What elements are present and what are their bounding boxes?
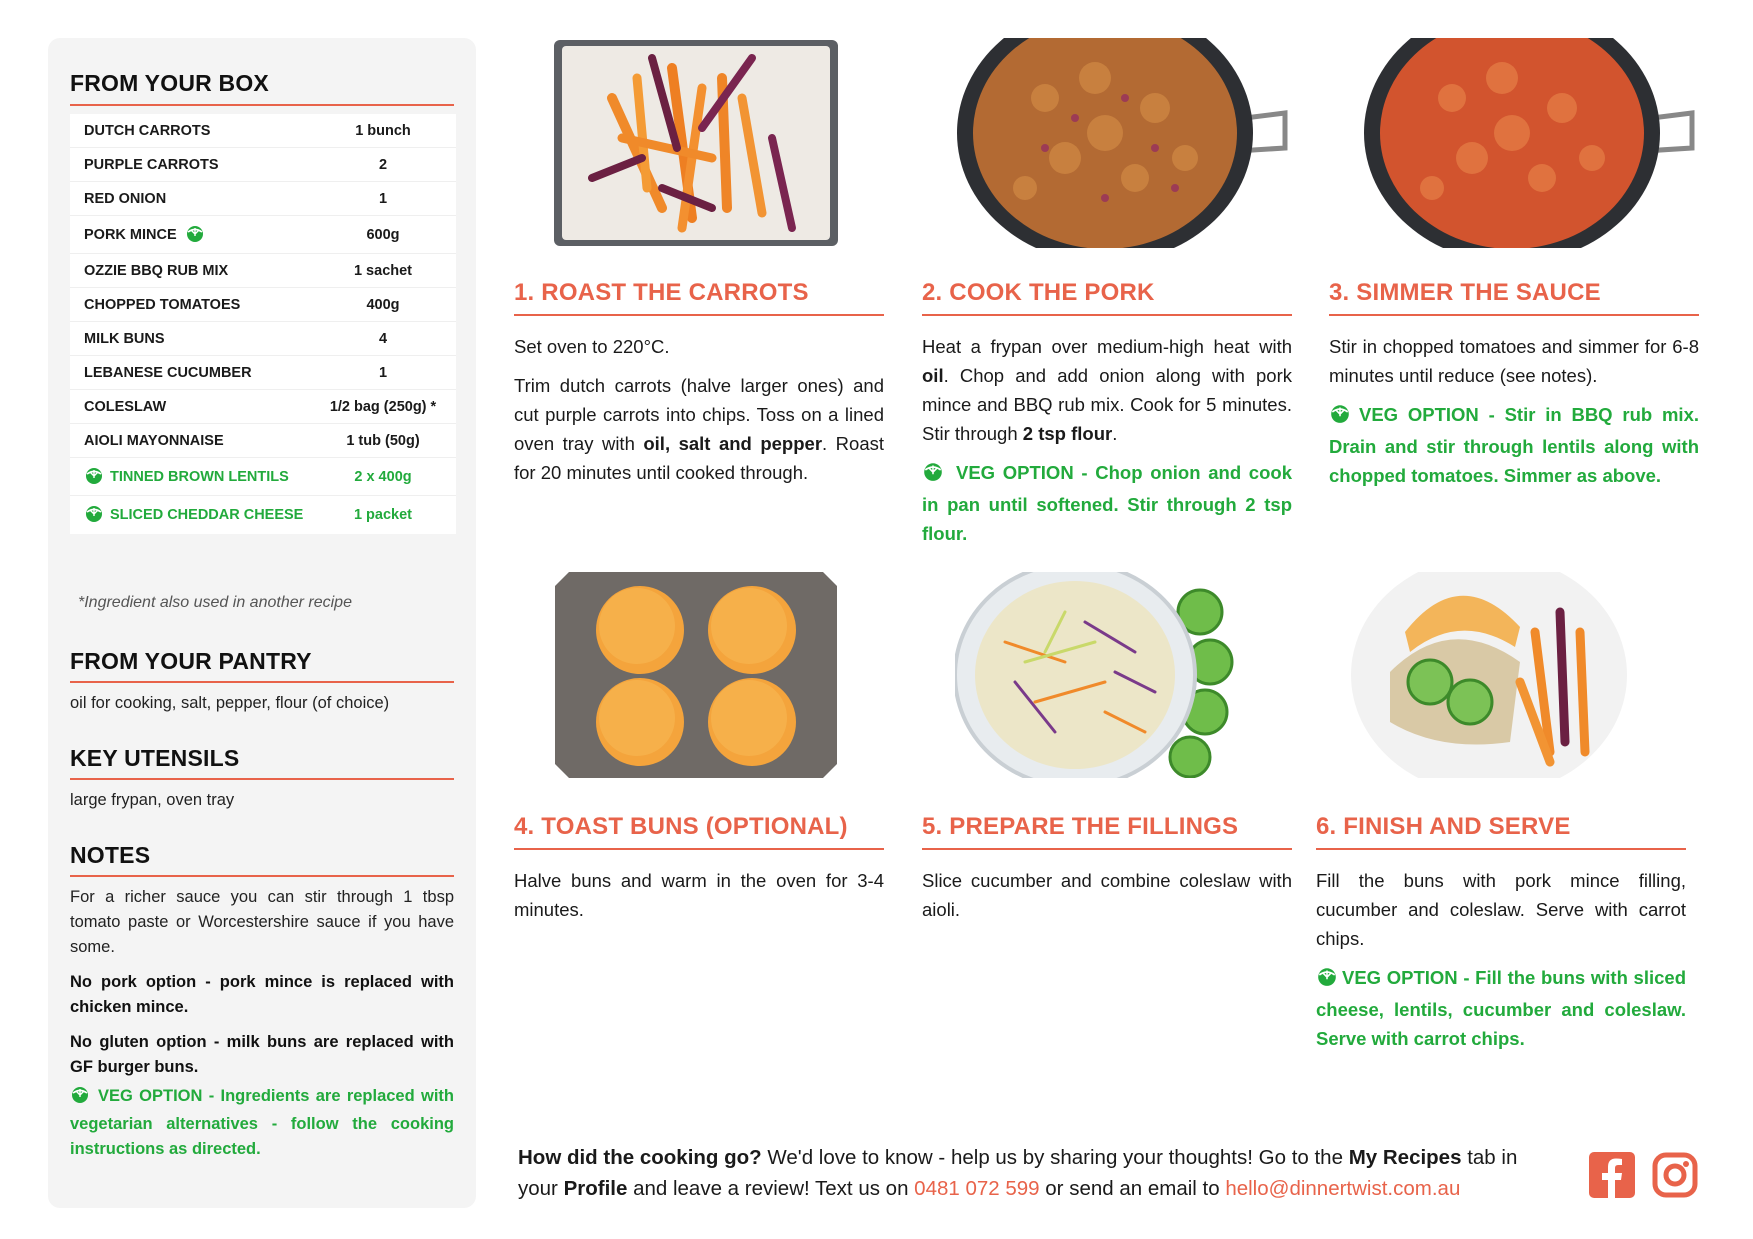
step-1-rule xyxy=(514,314,884,316)
notes-veg-text: VEG OPTION - Ingredients are replaced with vegetarian alternatives - follow the cooking instructions as directed. xyxy=(70,1087,454,1158)
step-2-veg-option xyxy=(922,458,1292,548)
utensils-title: KEY UTENSILS xyxy=(70,745,240,771)
utensils-rule xyxy=(70,778,454,780)
veg-leaf-icon xyxy=(70,1084,90,1112)
step-6-veg-option xyxy=(1316,963,1686,1053)
step-3-rule xyxy=(1329,314,1699,316)
table-row xyxy=(70,288,456,322)
table-row xyxy=(70,322,456,356)
from-box-rule xyxy=(70,104,454,106)
table-row xyxy=(70,254,456,288)
email-link[interactable]: hello@dinnertwist.com.au xyxy=(1225,1177,1461,1200)
table-row xyxy=(70,424,456,458)
table-row xyxy=(70,496,456,534)
step-2-text-1c: . Chop and add onion along with pork mince and BBQ rub mix. Cook for 5 minutes. Stir through xyxy=(922,365,1292,444)
notes-paragraph: For a richer sauce you can stir through 1 tbsp tomato paste or Worcestershire sauce if you have some. xyxy=(70,888,454,956)
facebook-icon[interactable] xyxy=(1589,1152,1635,1198)
veg-leaf-icon xyxy=(84,503,104,527)
table-row xyxy=(70,458,456,496)
step-2-text-1 xyxy=(922,332,1292,448)
ingredient-qty: 1 tub (50g) xyxy=(346,432,420,449)
simmer-sauce-photo xyxy=(1362,38,1697,248)
toast-buns-photo xyxy=(555,572,837,778)
ingredient-name: PORK MINCE xyxy=(84,226,177,243)
step-1-text-2c: . Roast for 20 minutes until cooked through. xyxy=(514,433,884,483)
ingredient-qty: 2 x 400g xyxy=(354,468,412,485)
prepare-fillings-photo xyxy=(955,572,1235,778)
veg-leaf-icon xyxy=(1329,402,1351,432)
ingredient-qty: 1/2 bag (250g) * xyxy=(329,398,437,415)
pantry-title: FROM YOUR PANTRY xyxy=(70,648,312,674)
feedback-text-2: tab in your xyxy=(518,1146,1518,1200)
ingredient-name-cell xyxy=(70,503,310,527)
ingredient-qty: 1 bunch xyxy=(355,122,411,139)
notes-no-pork: No pork option - pork mince is replaced with chicken mince. xyxy=(70,973,454,1016)
finish-serve-photo xyxy=(1350,572,1628,778)
phone-link[interactable]: 0481 072 599 xyxy=(914,1177,1040,1200)
veg-leaf-icon xyxy=(84,465,104,489)
step-3-text-1: Stir in chopped tomatoes and simmer for 6-8 minutes until reduce (see notes). xyxy=(1329,336,1699,386)
step-5-text-1: Slice cucumber and combine coleslaw with aioli. xyxy=(922,870,1292,920)
ingredients-panel xyxy=(48,38,476,1208)
step-2-text-1b: oil xyxy=(922,365,944,386)
step-1-title: 1. ROAST THE CARROTS xyxy=(514,279,809,306)
ingredient-qty: 600g xyxy=(366,226,400,243)
from-box-title: FROM YOUR BOX xyxy=(70,70,269,96)
step-3-veg-option xyxy=(1329,400,1699,490)
ingredient-name: CHOPPED TOMATOES xyxy=(84,296,241,313)
notes-veg-option xyxy=(70,1084,454,1162)
feedback-text xyxy=(518,1142,1558,1204)
ingredient-qty: 2 xyxy=(378,156,388,173)
ingredient-name: TINNED BROWN LENTILS xyxy=(110,468,289,485)
step-1-text-2a: Trim dutch carrots (halve larger ones) and cut purple carrots into chips. Toss on a lined oven tray with xyxy=(514,375,884,454)
step-1-text-1: Set oven to 220°C. xyxy=(514,336,670,357)
step-2-text-1d: 2 tsp flour xyxy=(1022,423,1113,444)
cook-pork-photo xyxy=(955,38,1290,248)
table-row xyxy=(70,114,456,148)
step-1-text-2b: oil, salt and pepper xyxy=(643,433,823,454)
step-4-title: 4. TOAST BUNS (OPTIONAL) xyxy=(514,813,848,840)
notes-rule xyxy=(70,875,454,877)
instagram-icon[interactable] xyxy=(1652,1152,1698,1198)
feedback-text-4: or send an email to xyxy=(1039,1177,1226,1200)
ingredient-qty: 1 xyxy=(378,364,388,381)
step-4-rule xyxy=(514,848,884,850)
step-2-text-1e: . xyxy=(1112,423,1118,444)
veg-leaf-icon xyxy=(185,223,205,247)
step-6-rule xyxy=(1316,848,1686,850)
ingredient-qty: 1 sachet xyxy=(353,262,413,279)
step-6-text-1: Fill the buns with pork mince filling, cucumber and coleslaw. Serve with carrot chips. xyxy=(1316,870,1686,949)
ingredient-name: MILK BUNS xyxy=(84,330,165,347)
ingredient-qty: 1 packet xyxy=(353,507,413,523)
table-row xyxy=(70,216,456,254)
ingredient-qty: 400g xyxy=(366,296,400,313)
step-3-veg-text: VEG OPTION - Stir in BBQ rub mix. Drain and stir through lentils along with chopped tomatoes. Simmer as above. xyxy=(1329,404,1699,486)
utensils-text: large frypan, oven tray xyxy=(70,791,235,809)
ingredient-name: RED ONION xyxy=(84,190,167,207)
ingredient-name-cell xyxy=(70,223,310,247)
ingredient-qty: 4 xyxy=(378,330,388,347)
ingredient-name: LEBANESE CUCUMBER xyxy=(84,364,252,381)
table-row xyxy=(70,356,456,390)
step-4-text-1: Halve buns and warm in the oven for 3-4 minutes. xyxy=(514,870,884,920)
step-2-veg-text: VEG OPTION - Chop onion and cook in pan until softened. Stir through 2 tsp flour. xyxy=(922,462,1292,544)
ingredient-table xyxy=(70,114,456,534)
ingredient-name: DUTCH CARROTS xyxy=(84,122,211,139)
roast-carrots-photo xyxy=(552,38,840,248)
step-5-title: 5. PREPARE THE FILLINGS xyxy=(922,813,1239,840)
ingredient-footnote: *Ingredient also used in another recipe xyxy=(78,594,352,611)
ingredient-name: OZZIE BBQ RUB MIX xyxy=(84,262,229,279)
feedback-text-3: and leave a review! Text us on xyxy=(627,1177,915,1200)
step-6-veg-text: VEG OPTION - Fill the buns with sliced cheese, lentils, cucumber and coleslaw. Serve with carrot chips. xyxy=(1316,967,1686,1049)
step-2-text-1a: Heat a frypan over medium-high heat with xyxy=(922,336,1292,357)
my-recipes-link[interactable]: My Recipes xyxy=(1348,1146,1462,1169)
ingredient-name: PURPLE CARROTS xyxy=(84,156,219,173)
table-row xyxy=(70,182,456,216)
step-3-title: 3. SIMMER THE SAUCE xyxy=(1329,279,1601,306)
veg-leaf-icon xyxy=(1316,965,1338,995)
table-row xyxy=(70,390,456,424)
ingredient-name: COLESLAW xyxy=(84,398,167,415)
ingredient-name: AIOLI MAYONNAISE xyxy=(84,432,224,449)
pantry-rule xyxy=(70,681,454,683)
notes-no-gluten: No gluten option - milk buns are replaced with GF burger buns. xyxy=(70,1033,454,1076)
pantry-text: oil for cooking, salt, pepper, flour (of choice) xyxy=(70,694,390,712)
step-5-rule xyxy=(922,848,1292,850)
step-1-text-2 xyxy=(514,371,884,487)
feedback-text-1: We'd love to know - help us by sharing your thoughts! Go to the xyxy=(761,1146,1349,1169)
ingredient-name: SLICED CHEDDAR CHEESE xyxy=(110,507,304,523)
step-2-rule xyxy=(922,314,1292,316)
notes-title: NOTES xyxy=(70,842,151,868)
veg-leaf-icon xyxy=(922,460,944,490)
ingredient-name-cell xyxy=(70,465,310,489)
step-6-title: 6. FINISH AND SERVE xyxy=(1316,813,1571,840)
table-row xyxy=(70,148,456,182)
step-2-title: 2. COOK THE PORK xyxy=(922,279,1155,306)
profile-link[interactable]: Profile xyxy=(563,1177,628,1200)
ingredient-qty: 1 xyxy=(378,190,388,207)
feedback-question: How did the cooking go? xyxy=(518,1146,762,1169)
